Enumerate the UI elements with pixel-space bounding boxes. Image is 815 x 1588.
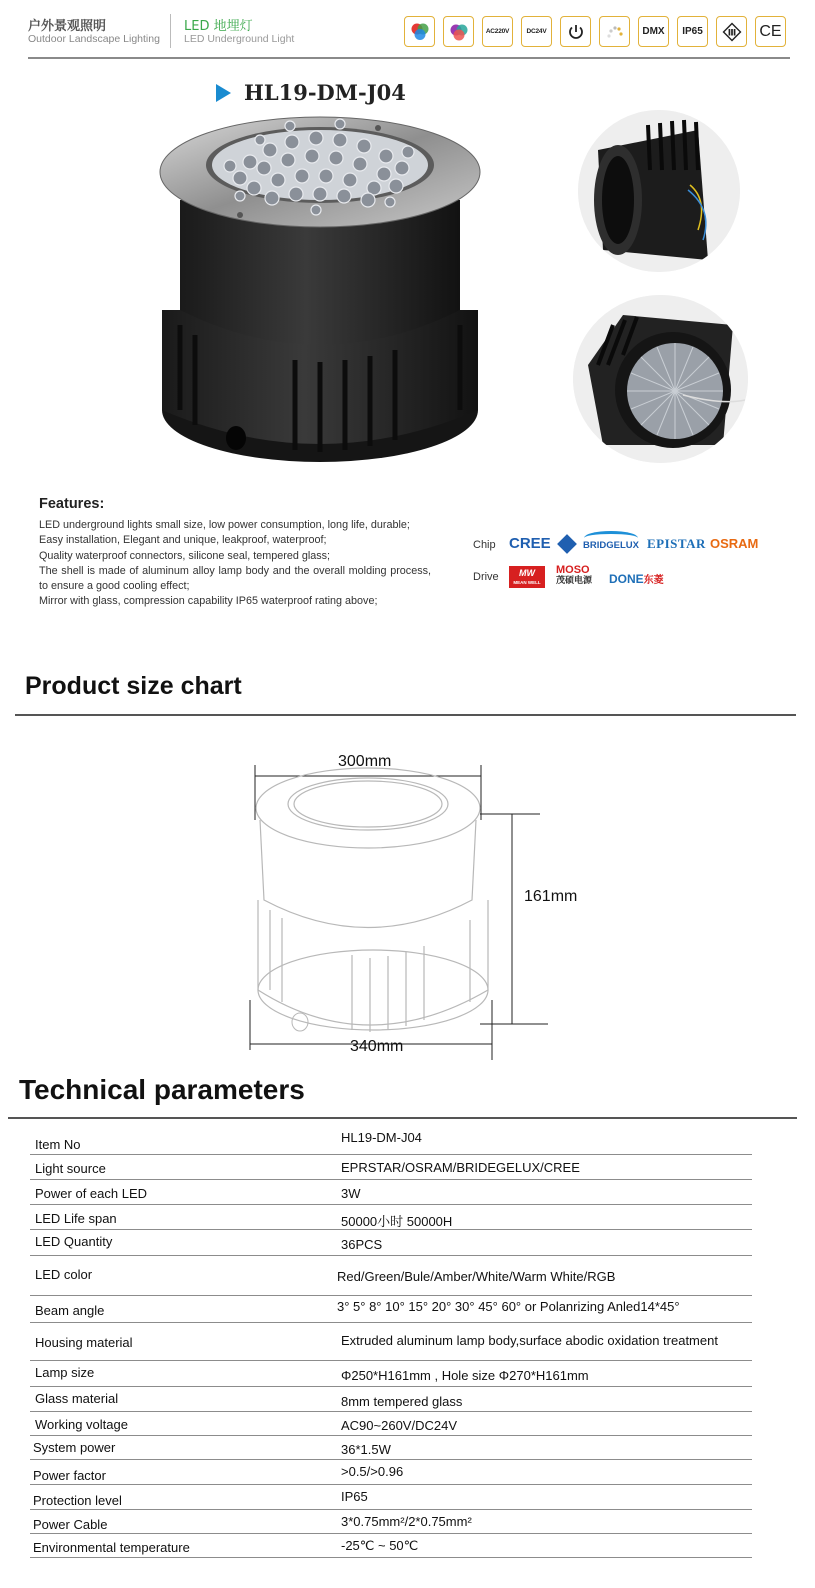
param-label: Housing material — [35, 1335, 133, 1350]
table-row — [30, 1205, 752, 1230]
cree-logo: CREE — [509, 535, 551, 552]
page-header — [0, 0, 815, 62]
param-label: Protection level — [33, 1493, 122, 1508]
bottom-width-label: 340mm — [350, 1038, 404, 1055]
table-row — [30, 1180, 752, 1205]
table-row — [30, 1296, 752, 1323]
brand-name-cn: 户外景观照明 — [28, 19, 107, 34]
rgb-icon — [404, 16, 435, 47]
brand-name-en: Outdoor Landscape Lighting — [28, 33, 160, 45]
product-bottom-image — [573, 295, 748, 463]
param-value: -25℃ ~ 50℃ — [341, 1538, 419, 1553]
features-list — [39, 518, 431, 610]
param-value: AC90~260V/DC24V — [341, 1418, 457, 1433]
product-main-image — [140, 110, 500, 490]
param-value: >0.5/>0.96 — [341, 1464, 404, 1479]
drive-label: Drive — [473, 571, 499, 583]
section-rule — [8, 1117, 797, 1119]
ce-badge: CE — [755, 16, 786, 47]
cree-diamond-icon — [557, 534, 577, 554]
top-width-label: 300mm — [338, 753, 392, 770]
bridgelux-logo: BRIDGELUX — [583, 540, 639, 551]
param-label: Glass material — [35, 1391, 119, 1406]
param-value: 36*1.5W — [341, 1442, 391, 1457]
done-logo: DONE东菱 — [609, 572, 664, 586]
param-label: Beam angle — [35, 1303, 105, 1318]
param-label: Power factor — [33, 1468, 106, 1483]
param-label: LED Life span — [35, 1211, 117, 1226]
param-label: Item No — [35, 1137, 81, 1152]
param-value: 36PCS — [341, 1237, 383, 1252]
param-value: 3*0.75mm²/2*0.75mm² — [341, 1514, 472, 1529]
param-label: System power — [33, 1440, 116, 1455]
param-value: Φ250*H161mm , Hole size Φ270*H161mm — [341, 1368, 589, 1383]
meanwell-logo: MW MEAN WELL — [509, 566, 545, 588]
table-row — [30, 1436, 752, 1460]
param-label: Light source — [35, 1161, 106, 1176]
param-label: Power Cable — [33, 1517, 108, 1532]
table-row — [30, 1485, 752, 1510]
feature-badges — [404, 16, 786, 47]
rgb-color-icon — [443, 16, 474, 47]
param-label: Lamp size — [35, 1365, 95, 1380]
param-value: 3° 5° 8° 10° 15° 20° 30° 45° 60° or Polanrizing Anled14*45° — [337, 1299, 680, 1314]
technical-parameters-title: Technical parameters — [19, 1074, 305, 1105]
moso-logo: MOSO 茂硕电源 — [556, 564, 593, 586]
header-rule — [28, 57, 790, 59]
table-row — [30, 1155, 752, 1180]
table-row — [30, 1128, 752, 1155]
play-arrow-icon — [216, 84, 231, 102]
param-label: LED color — [35, 1267, 93, 1282]
param-value: 50000小时 50000H — [341, 1214, 453, 1229]
param-label: Working voltage — [35, 1417, 128, 1432]
category-name-en: LED Underground Light — [184, 33, 295, 45]
feature-item: Easy installation, Elegant and unique, leakproof, waterproof; — [39, 534, 327, 547]
param-value: 8mm tempered glass — [341, 1394, 463, 1409]
ip65-badge: IP65 — [677, 16, 708, 47]
chip-label: Chip — [473, 539, 496, 551]
param-value: Extruded aluminum lamp body,surface abodic oxidation treatment — [341, 1333, 718, 1348]
height-label: 161mm — [524, 888, 578, 905]
table-row — [30, 1460, 752, 1485]
param-label: Environmental temperature — [33, 1540, 190, 1555]
table-row — [30, 1534, 752, 1558]
product-side-image — [578, 110, 740, 272]
param-label: LED Quantity — [35, 1234, 113, 1249]
dmx-badge: DMX — [638, 16, 669, 47]
osram-logo: OSRAM — [710, 536, 759, 551]
table-row — [30, 1323, 752, 1361]
parameters-table — [30, 1128, 752, 1558]
dc24v-badge: DC24V — [521, 16, 552, 47]
param-label: Power of each LED — [35, 1186, 148, 1201]
feature-item: The shell is made of aluminum alloy lamp body and the overall molding process, to ensure a good cooling effect; — [39, 564, 431, 593]
table-row — [30, 1256, 752, 1296]
param-value: EPRSTAR/OSRAM/BRIDEGELUX/CREE — [341, 1160, 580, 1175]
section-rule — [15, 714, 796, 716]
features-title: Features: — [39, 496, 105, 512]
param-value: IP65 — [341, 1489, 368, 1504]
param-value: HL19-DM-J04 — [341, 1130, 422, 1145]
dimension-drawing — [230, 740, 570, 1070]
epistar-logo: EPISTAR — [647, 536, 706, 551]
class-iii-icon — [716, 16, 747, 47]
dimming-icon — [599, 16, 630, 47]
param-value: Red/Green/Bule/Amber/White/Warm White/RGB — [337, 1269, 616, 1284]
feature-item: LED underground lights small size, low power consumption, long life, durable; — [39, 519, 410, 531]
size-chart-title: Product size chart — [25, 672, 242, 700]
feature-item: Mirror with glass, compression capability IP65 waterproof rating above; — [39, 595, 378, 608]
table-row — [30, 1510, 752, 1534]
power-icon — [560, 16, 591, 47]
ac220v-badge: AC220V — [482, 16, 513, 47]
model-title: HL19-DM-J04 — [244, 80, 406, 105]
table-row — [30, 1412, 752, 1436]
table-row — [30, 1230, 752, 1256]
table-row — [30, 1387, 752, 1412]
svg-text:Ⅲ: Ⅲ — [727, 28, 736, 38]
category-name-cn: LED 地埋灯 — [184, 19, 253, 34]
header-divider — [170, 14, 171, 48]
table-row — [30, 1361, 752, 1387]
feature-item: Quality waterproof connectors, silicone seal, tempered glass; — [39, 549, 331, 562]
param-value: 3W — [341, 1186, 361, 1201]
